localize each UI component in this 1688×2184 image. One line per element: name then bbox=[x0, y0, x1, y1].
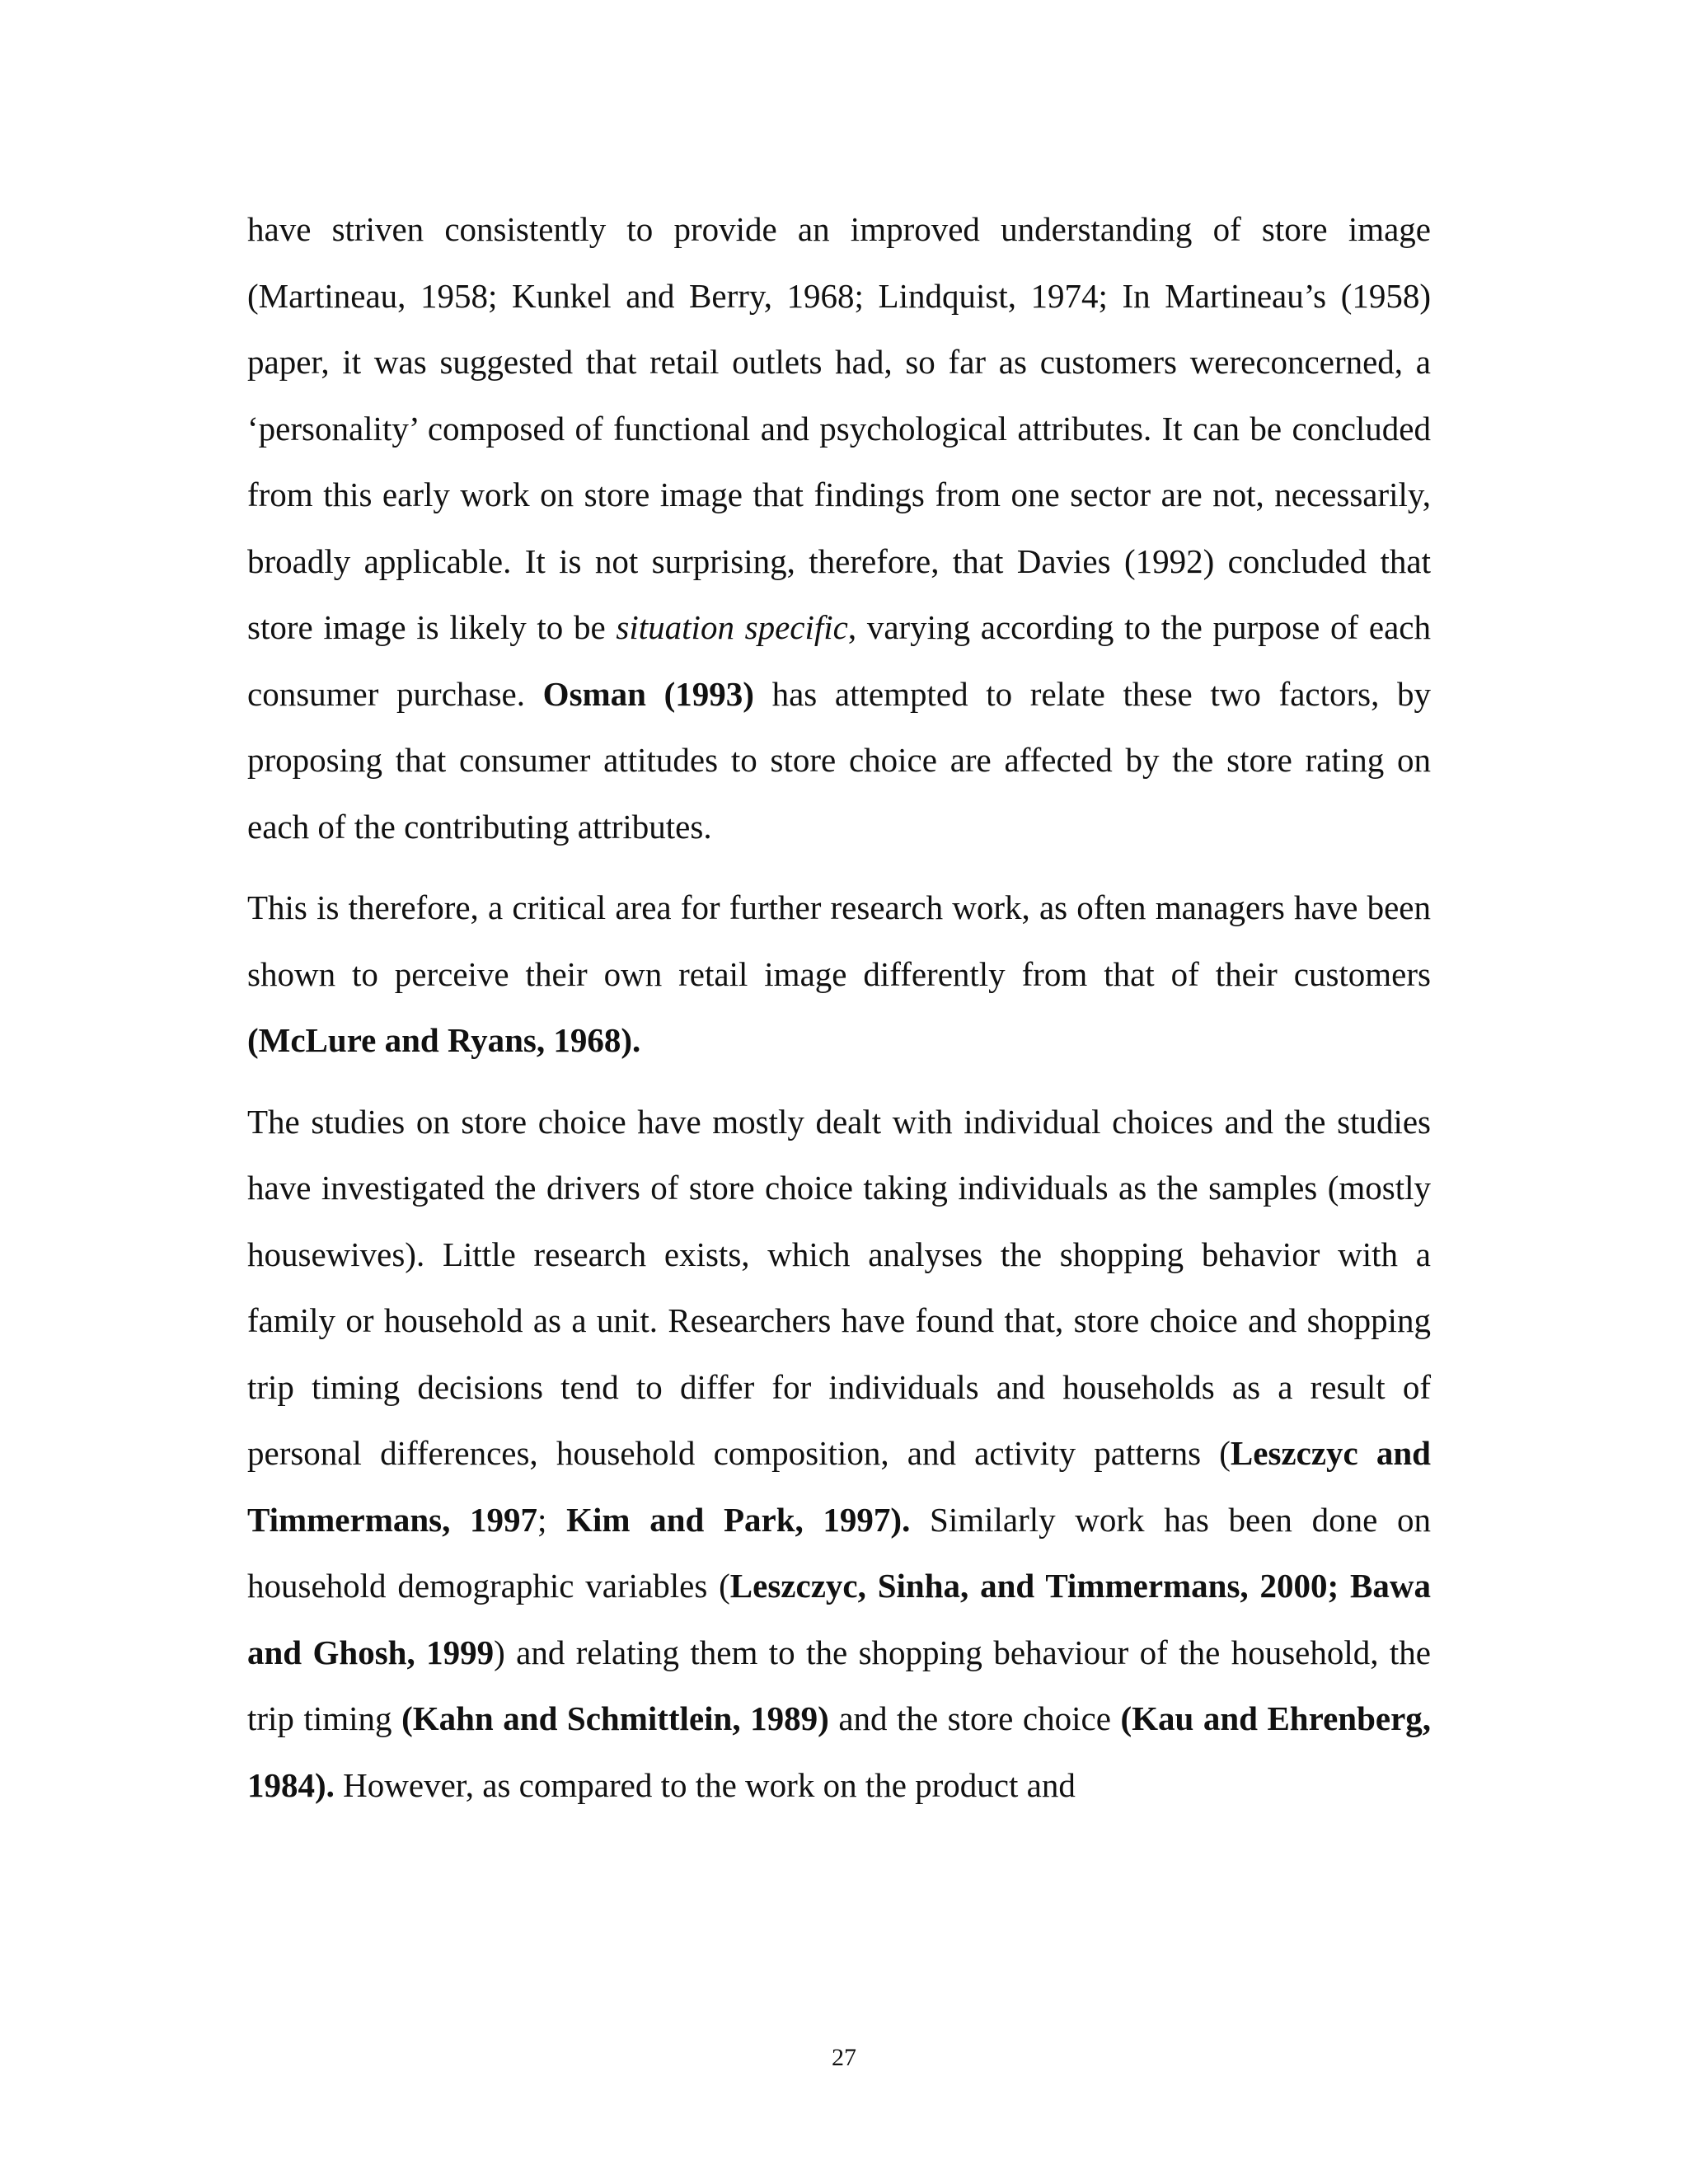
paragraph bbox=[247, 874, 1431, 1074]
paragraph bbox=[247, 1089, 1431, 1819]
italic-phrase: situation specific bbox=[616, 608, 848, 646]
bold-citation: Osman (1993) bbox=[542, 674, 754, 713]
text-run: This is therefore, a critical area for further research work, as often managers have been shown to perceive their own retail image differently from that of their customers bbox=[247, 888, 1431, 993]
text-run: and the store choice bbox=[828, 1699, 1121, 1737]
bold-citation: (Kahn and Schmittlein, 1989) bbox=[401, 1699, 829, 1737]
bold-citation: Kim and Park, 1997). bbox=[566, 1500, 911, 1539]
paragraph bbox=[247, 196, 1431, 860]
text-run: Similarly work has been done on household demographic variables ( bbox=[247, 1500, 1431, 1605]
text-run: However, as compared to the work on the product and bbox=[334, 1765, 1076, 1804]
bold-citation: (McLure and Ryans, 1968). bbox=[247, 1021, 641, 1059]
bold-citation: Leszczyc, Sinha, and Timmermans, 2000; Bawa and Ghosh, 1999 bbox=[247, 1567, 1432, 1671]
text-run: , varying according to the purpose of each consumer purchase. bbox=[247, 608, 1431, 713]
text-run: have striven consistently to provide an improved understanding of store image (Martineau, 1958; Kunkel and Berry, 1968; Lindquist, 1974; In Martineau’s (1958) paper, it was suggested that retail outlets had, so far as customers wereconcerned, a ‘personality’ composed of functional and psychological attributes. It can be concluded from this early work on store image that findings from one sector are not, necessarily, broadly applicable. It is not surprising, therefore, that Davies (1992) concluded that store image is likely to be bbox=[247, 210, 1431, 646]
text-run: ) and relating them to the shopping behaviour of the household, the trip timing bbox=[247, 1633, 1431, 1737]
text-run: has attempted to relate these two factors, by proposing that consumer attitudes to store choice are affected by the store rating on each of the contributing attributes. bbox=[247, 674, 1431, 846]
body-text bbox=[247, 196, 1431, 1833]
page-number: 27 bbox=[832, 2044, 856, 2071]
bold-citation: (Kau and Ehrenberg, 1984). bbox=[247, 1699, 1432, 1804]
text-run: ; bbox=[537, 1500, 567, 1539]
text-run: The studies on store choice have mostly dealt with individual choices and the studies have investigated the drivers of store choice taking individuals as the samples (mostly housewives). Little research exists, which analyses the shopping behavior with a family or household as a unit. Researchers have found that, store choice and shopping trip timing decisions tend to differ for individuals and households as a result of personal differences, household composition, and activity patterns ( bbox=[247, 1102, 1431, 1472]
bold-citation: Leszczyc and Timmermans, 1997 bbox=[247, 1434, 1431, 1539]
